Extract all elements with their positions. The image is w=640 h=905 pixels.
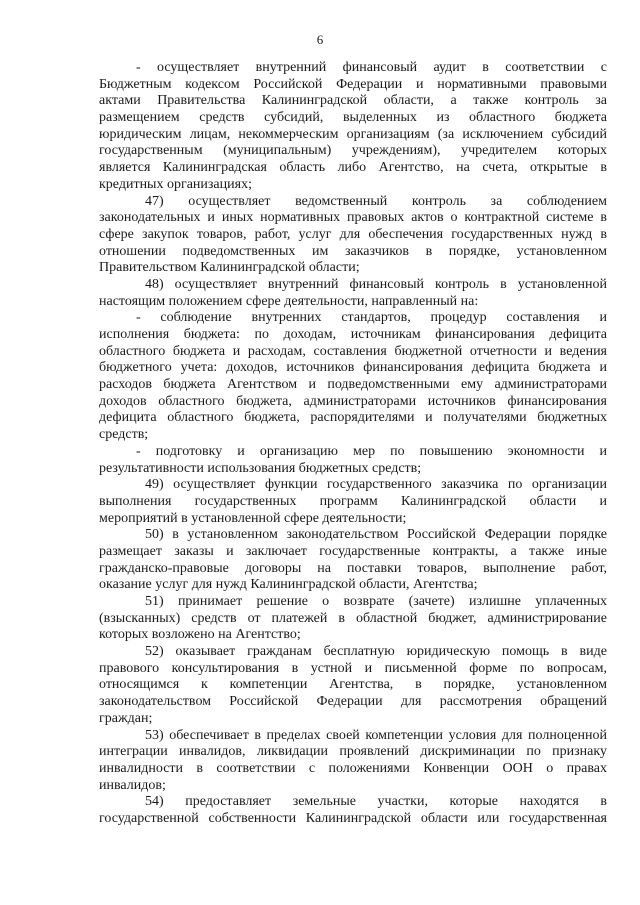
text-line: расходов бюджета Агентством и подведомственными ему администраторами xyxy=(99,377,607,393)
text-line: отношении подведомственных им заказчиков в порядке, установленном xyxy=(99,243,607,259)
text-line: государственным (муниципальным) учреждениям), учредителем которых xyxy=(99,143,607,159)
text-line: 51) принимает решение о возврате (зачете) излишне уплаченных xyxy=(145,594,607,609)
text-line: 53) обеспечивает в пределах своей компетенции условия для полноценной xyxy=(145,727,607,743)
text-line: правового консультирования в устной и письменной форме по вопросам, xyxy=(99,660,607,676)
text-line: 49) осуществляет функции государственного заказчика по организации xyxy=(145,477,607,493)
text-line: выполнения государственных программ Калининградской области и xyxy=(99,493,607,509)
text-line: относящимся к компетенции Агентства, в порядке, установленном xyxy=(99,677,607,693)
text-line: Бюджетным кодексом Российской Федерации и нормативными правовыми xyxy=(99,76,607,92)
text-line: Правительством Калининградской области; xyxy=(99,260,360,276)
text-line: доходов областного бюджета, администраторами источников финансирования xyxy=(99,393,607,409)
text-line: областного бюджета и расходам, составления бюджетной отчетности и ведения xyxy=(99,343,607,359)
text-line: 52) оказывает гражданам бесплатную юридическую помощь в виде xyxy=(145,644,607,660)
text-line: настоящим положением сфере деятельности, направленный на: xyxy=(99,293,479,309)
text-line: 50) в установленном законодательством Российской Федерации порядке xyxy=(145,527,607,543)
text-line: является Калининградская область либо Агентство, на счета, открытые в xyxy=(99,160,607,176)
text-line: сфере закупок товаров, работ, услуг для обеспечения государственных нужд в xyxy=(99,226,607,242)
text-line: которых возложено на Агентство; xyxy=(99,627,301,643)
text-line: - соблюдение внутренних стандартов, процедур составления и xyxy=(136,310,607,326)
document-body xyxy=(99,60,607,828)
text-line: - осуществляет внутренний финансовый аудит в соответствии с xyxy=(136,60,607,75)
text-line: исполнения бюджета: по доходам, источникам финансирования дефицита xyxy=(99,327,607,342)
text-line: мероприятий в установленной сфере деятельности; xyxy=(99,510,407,526)
text-line: актами Правительства Калининградской области, а также контроль за xyxy=(99,93,607,109)
text-line: интеграции инвалидов, ликвидации проявлений дискриминации по признаку xyxy=(99,744,607,760)
text-line: оказание услуг для нужд Калининградской области, Агентства; xyxy=(99,577,478,593)
text-line: кредитных организациях; xyxy=(99,176,252,192)
text-line: государственной собственности Калининградской области или государственная xyxy=(99,810,607,826)
page-number: 6 xyxy=(316,32,324,47)
text-line: 48) осуществляет внутренний финансовый контроль в установленной xyxy=(145,276,607,292)
text-line: (взысканных) средств от платежей в областной бюджет, администрирование xyxy=(99,610,607,626)
text-line: 47) осуществляет ведомственный контроль за соблюдением xyxy=(145,193,607,209)
text-line: граждан; xyxy=(99,710,153,726)
text-line: бюджетного учета: доходов, источников финансирования дефицита бюджета и xyxy=(99,360,607,376)
text-line: инвалидов; xyxy=(99,777,166,793)
text-line: средств; xyxy=(99,427,149,443)
text-line: законодательством Российской Федерации для рассмотрения обращений xyxy=(99,694,607,710)
text-line: дефицита областного бюджета, распорядителями и получателями бюджетных xyxy=(99,410,607,426)
text-line: юридическим лицам, некоммерческим организациям (за исключением субсидий xyxy=(99,126,607,142)
text-line: размещает заказы и заключает государственные контракты, а также иные xyxy=(99,543,607,559)
text-line: 54) предоставляет земельные участки, которые находятся в xyxy=(145,794,607,810)
text-line: законодательных и иных нормативных правовых актов о контрактной системе в xyxy=(99,210,607,226)
text-line: результативности использования бюджетных средств; xyxy=(99,460,422,476)
text-line: размещением средств субсидий, выделенных из областного бюджета xyxy=(99,110,607,126)
text-line: гражданско-правовые договоры на поставки товаров, выполнение работ, xyxy=(99,560,607,576)
text-line: инвалидности в соответствии с положениями Конвенции ООН о правах xyxy=(99,760,607,776)
text-line: - подготовку и организацию мер по повышению экономности и xyxy=(136,443,607,459)
